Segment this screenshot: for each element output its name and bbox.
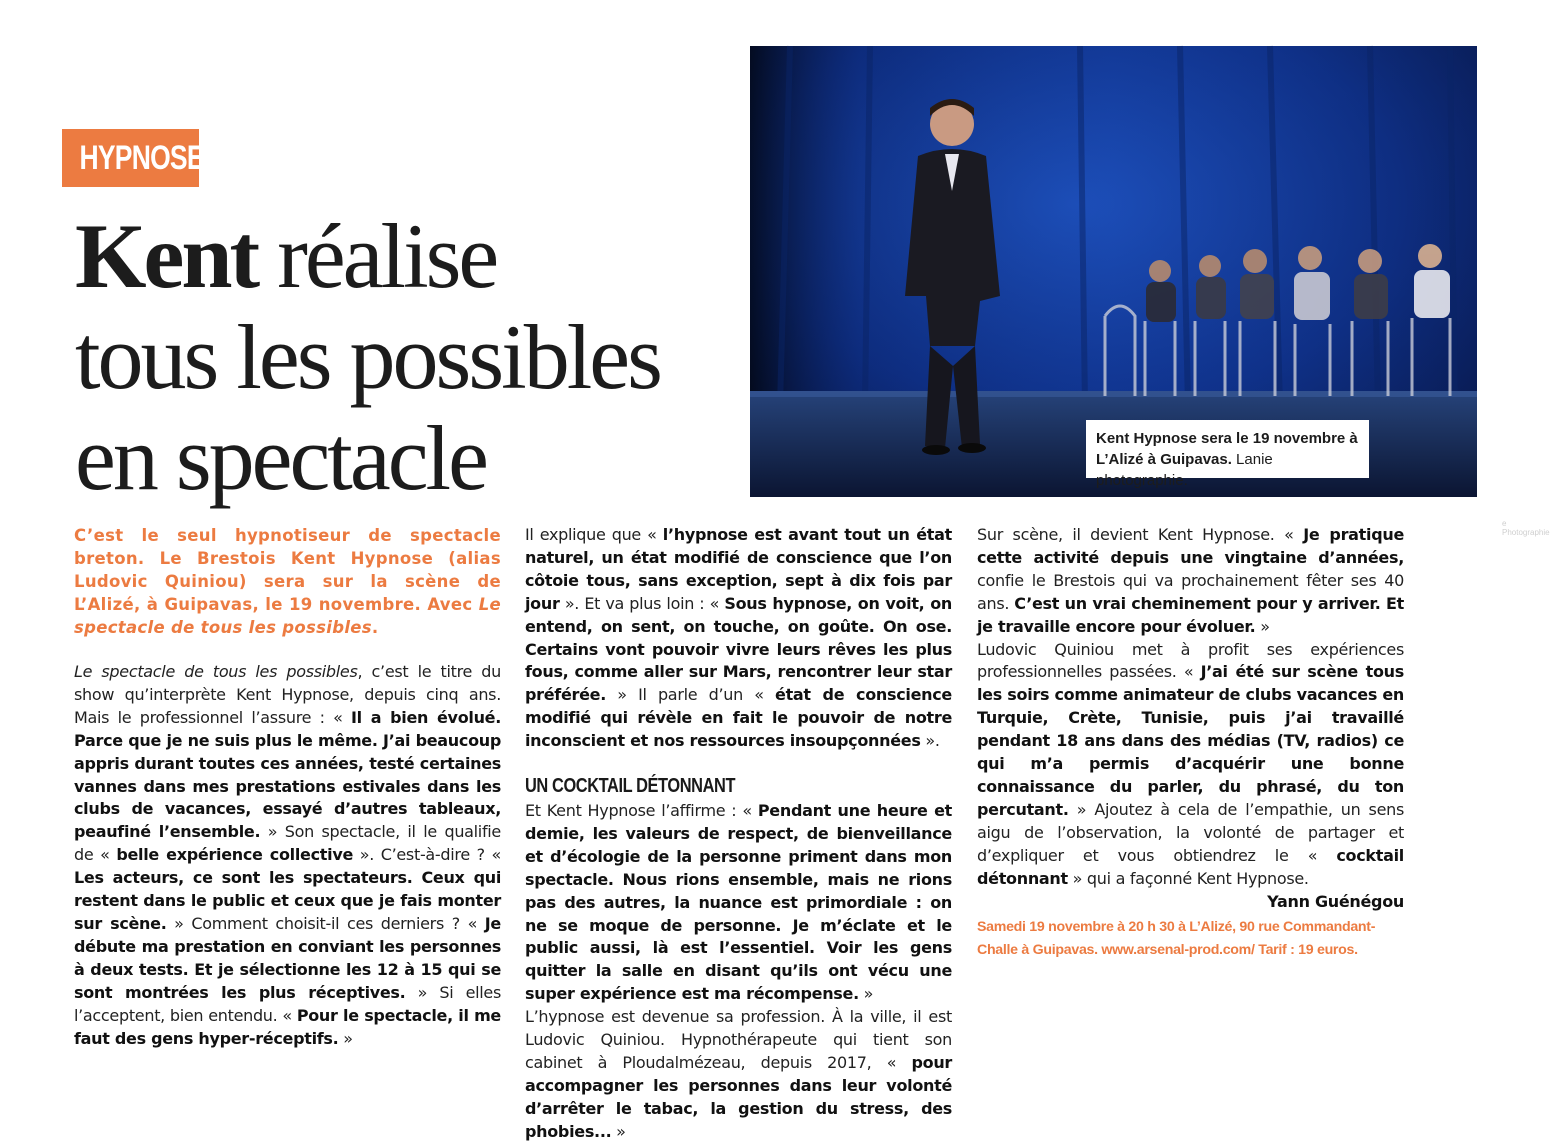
article-headline: Kent réalise tous les possibles en spectacle: [75, 205, 660, 509]
author-signature: Yann Guénégou: [1267, 891, 1404, 911]
section-kicker: HYPNOSE: [62, 129, 199, 187]
article-column-3: [977, 524, 1404, 962]
paragraph: Le spectacle de tous les possibles, c’est le titre du show qu’interprète Kent Hypnose, depuis cinq ans. Mais le professionnel l’assure : « Il a bien évolué. Parce que je ne suis plus le même. J’ai beaucoup appris durant toutes ces années, testé certaines vannes dans mes prestations estivales dans les clubs de vacances, essayé d’autres tableaux, peaufiné l’ensemble. » Son spectacle, il le qualifie de « belle expérience collective ». C’est-à-dire ? « Les acteurs, ce sont les spectateurs. Ceux qui restent dans le public et ceux que je fais monter sur scène. » Comment choisit-il ces derniers ? « Je débute ma prestation en conviant les personnes à deux tests. Et je sélectionne les 12 à 15 qui se sont montrées les plus réceptives. » Si elles l’acceptent, bien entendu. « Pour le spectacle, il me faut des gens hyper-réceptifs. »: [74, 662, 502, 1048]
event-info: Samedi 19 novembre à 20 h 30 à L’Alizé, 90 rue Commandant-Challe à Guipavas. www.arsenal-prod.com/ Tarif : 19 euros.: [977, 919, 1376, 959]
paragraph: Sur scène, il devient Kent Hypnose. « Je pratique cette activité depuis une vingtaine d’années, confie le Brestois qui va prochainement fêter ses 40 ans. C’est un vrai cheminement pour y arriver. Et je travaille encore pour évoluer. »: [977, 525, 1405, 636]
paragraph: L’hypnose est devenue sa profession. À la ville, il est Ludovic Quiniou. Hypnothérapeute qui tient son cabinet à Ploudalmézeau, depuis 2017, « pour accompagner les personnes dans leur volonté d’arrêter le tabac, la gestion du stress, des phobies... »: [525, 1007, 952, 1141]
section-subhead: UN COCKTAIL DÉTONNANT: [525, 775, 736, 798]
photo-caption: Kent Hypnose sera le 19 novembre à L’Alizé à Guipavas. Lanie photographie.: [1086, 420, 1369, 478]
article-lede: C’est le seul hypnotiseur de spectacle breton. Le Brestois Kent Hypnose (alias Ludovic Quiniou) sera sur la scène de L’Alizé, à Guipavas, le 19 novembre. Avec Le spectacle de tous les possibles.: [74, 526, 501, 637]
article-column-1: [74, 524, 501, 1050]
paragraph: Il explique que « l’hypnose est avant tout un état naturel, un état modifié de conscience que l’on côtoie tous, sans exception, sept à dix fois par jour ». Et va plus loin : « Sous hypnose, on voit, on entend, on sent, on touche, on goûte. On ose. Certains vont pouvoir vivre leurs rêves les plus fous, comme aller sur Mars, rencontrer leur star préférée. » Il parle d’un « état de conscience modifié qui révèle en fait le pouvoir de notre inconscient et nos ressources insoupçonnées ».: [525, 525, 952, 751]
photo-watermark: e Photographie: [1502, 519, 1550, 537]
article-column-2: [525, 524, 952, 1144]
paragraph: Et Kent Hypnose l’affirme : « Pendant une heure et demie, les valeurs de respect, de bienveillance et d’écologie de la personne priment dans mon spectacle. Nous rions ensemble, mais ne rions pas des autres, la nuance est primordiale : on ne se moque de personne. Je m’éclate et le public aussi, là est l’essentiel. Voir les gens quitter la salle en disant qu’ils ont vécu une super expérience est ma récompense. »: [525, 800, 952, 1004]
paragraph: Ludovic Quiniou met à profit ses expériences professionnelles passées. « J’ai été sur scène tous les soirs comme animateur de clubs vacances en Turquie, Crète, Tunisie, puis j’ai travaillé pendant 18 ans dans des médias (TV, radios) ce qui m’a permis d’acquérir une bonne connaissance du parler, du phrasé, du ton percutant. » Ajoutez à cela de l’empathie, un sens aigu de l’observation, la volonté de partager et d’expliquer et vous obtiendrez le « cocktail détonnant » qui a façonné Kent Hypnose.: [977, 639, 1404, 888]
